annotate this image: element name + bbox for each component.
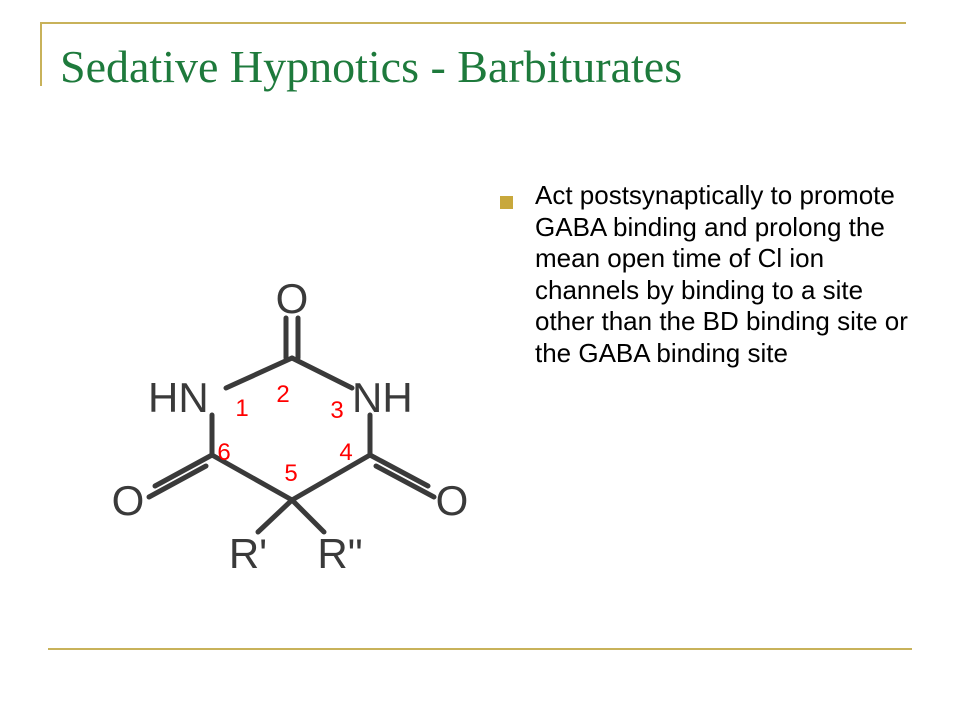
- atom-o-left: O: [111, 477, 145, 524]
- bond-c5-r2: [292, 500, 324, 532]
- bond-c4-o: [370, 455, 428, 486]
- atom-r2: R": [317, 530, 363, 577]
- ring-number-5: 5: [284, 460, 298, 487]
- atom-r1: R': [228, 530, 268, 577]
- barbiturate-structure: [95, 270, 495, 590]
- bond-c2-n3: [292, 358, 352, 388]
- bond-c6-o: [155, 455, 212, 486]
- ring-number-6: 6: [217, 439, 231, 466]
- atom-nh-right: NH: [352, 374, 413, 421]
- ring-number-4: 4: [339, 439, 353, 466]
- left-rule: [40, 22, 42, 86]
- slide-title: Sedative Hypnotics - Barbiturates: [60, 41, 683, 92]
- top-rule: [40, 22, 906, 24]
- bond-c6-o-double: [149, 466, 206, 497]
- bond-c4-c5: [292, 455, 370, 500]
- bond-c4-o-double: [376, 466, 434, 497]
- atom-o-right: O: [435, 477, 469, 524]
- bottom-rule: [48, 648, 912, 650]
- bonds: [149, 318, 434, 532]
- bullet-square-icon: [500, 196, 513, 209]
- ring-number-2: 2: [276, 381, 290, 408]
- bond-c5-r1: [258, 500, 292, 532]
- ring-number-1: 1: [235, 395, 249, 422]
- atom-o-top: O: [275, 275, 309, 322]
- ring-number-3: 3: [330, 397, 344, 424]
- atom-hn-left: HN: [148, 374, 209, 421]
- bullet-text: Act postsynaptically to promote GABA binding and prolong the mean open time of Cl ion channels by binding to a site other than the BD binding site or the GABA binding site: [535, 180, 908, 368]
